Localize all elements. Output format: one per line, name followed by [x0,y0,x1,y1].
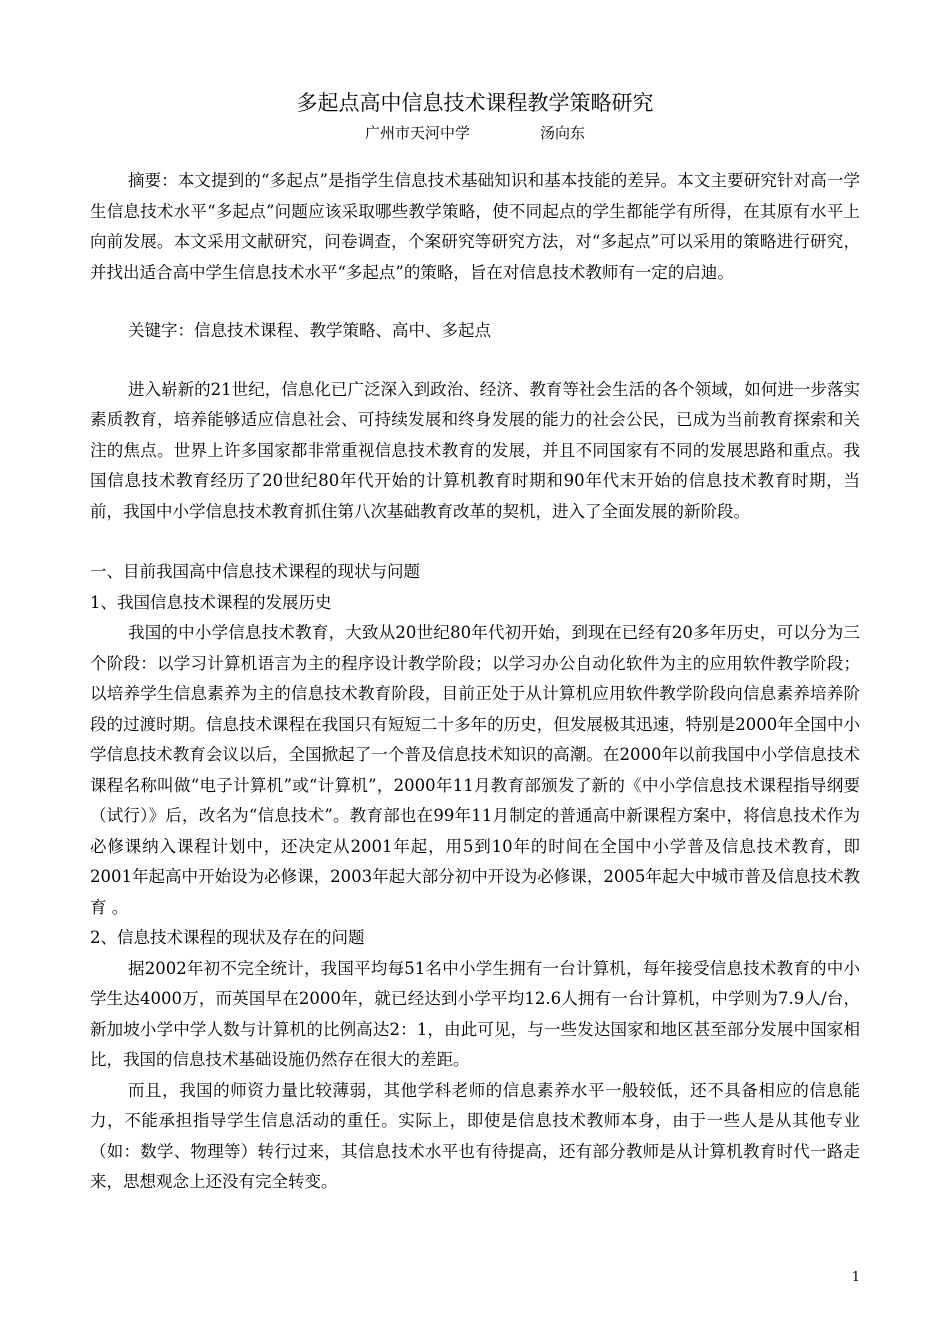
document-title: 多起点高中信息技术课程教学策略研究 [296,91,654,115]
history-paragraph: 我国的中小学信息技术教育，大致从20世纪80年代初开始，到现在已经有20多年历史，可以分为三个阶段：以学习计算机语言为主的程序设计教学阶段；以学习办公自动化软件为主的应用软件教学阶段；以培养学生信息素养为主的信息技术教育阶段，目前正处于从计算机应用软件教学阶段向信息素养培养阶段的过渡时期。信息技术课程在我国只有短短二十多年的历史，但发展极其迅速，特别是2000年全国中小学信息技术教育会议以后，全国掀起了一个普及信息技术知识的高潮。在2000年以前我国中小学信息技术课程名称叫做“电子计算机”或“计算机”，2000年11月教育部颁发了新的《中小学信息技术课程指导纲要（试行）》后，改名为“信息技术”。教育部也在99年11月制定的普通高中新课程方案中，将信息技术作为必修课纳入课程计划中，还决定从2001年起，用5到10年的时间在全国中小学普及信息技术教育，即2001年起高中开始设为必修课，2003年起大部分初中开设为必修课，2005年起大中城市普及信息技术教育 。 [90,623,860,917]
page-number: 1 [851,1270,860,1285]
keywords-paragraph: 关键字：信息技术课程、教学策略、高中、多起点 [128,321,491,340]
abstract-paragraph: 摘要：本文提到的“多起点”是指学生信息技术基础知识和基本技能的差异。本文主要研究针对高一学生信息技术水平“多起点”问题应该采取哪些教学策略，使不同起点的学生都能学有所得，在其原有水平上向前发展。本文采用文献研究，问卷调查，个案研究等研究方法，对“多起点”可以采用的策略进行研究，并找出适合高中学生信息技术水平“多起点”的策略，旨在对信息技术教师有一定的启迪。 [90,171,860,282]
school-name: 广州市天河中学 [364,124,470,142]
intro-paragraph: 进入崭新的21世纪，信息化已广泛深入到政治、经济、教育等社会生活的各个领域，如何进一步落实素质教育，培养能够适应信息社会、可持续发展和终身发展的能力的社会公民，已成为当前教育探索和关注的焦点。世界上许多国家都非常重视信息技术教育的发展，并且不同国家有不同的发展思路和重点。我国信息技术教育经历了20世纪80年代开始的计算机教育时期和90年代末开始的信息技术教育时期，当前，我国中小学信息技术教育抓住第八次基础教育改革的契机，进入了全面发展的新阶段。 [90,379,860,521]
status-paragraph-2: 而且，我国的师资力量比较薄弱，其他学科老师的信息素养水平一般较低，还不具备相应的信息能力，不能承担指导学生信息活动的重任。实际上，即使是信息技术教师本身，由于一些人是从其他专业（如：数学、物理等）转行过来，其信息技术水平也有待提高，还有部分教师是从计算机教育时代一路走来，思想观念上还没有完全转变。 [90,1080,860,1191]
subsection-heading-2: 2、信息技术课程的现状及存在的问题 [90,928,365,947]
status-paragraph-1: 据2002年初不完全统计，我国平均每51名中小学生拥有一台计算机，每年接受信息技术教育的中小学生达4000万，而英国早在2000年，就已经达到小学平均12.6人拥有一台计算机，中学则为7.9人/台，新加坡小学中学人数与计算机的比例高达2：1，由此可见，与一些发达国家和地区甚至部分发展中国家相比，我国的信息技术基础设施仍然存在很大的差距。 [90,958,860,1069]
author-line [90,122,860,144]
page-content [90,88,860,1198]
author-name: 汤向东 [540,124,586,142]
section-heading: 一、目前我国高中信息技术课程的现状与问题 [90,562,420,581]
subsection-heading-1: 1、我国信息技术课程的发展历史 [90,592,332,612]
